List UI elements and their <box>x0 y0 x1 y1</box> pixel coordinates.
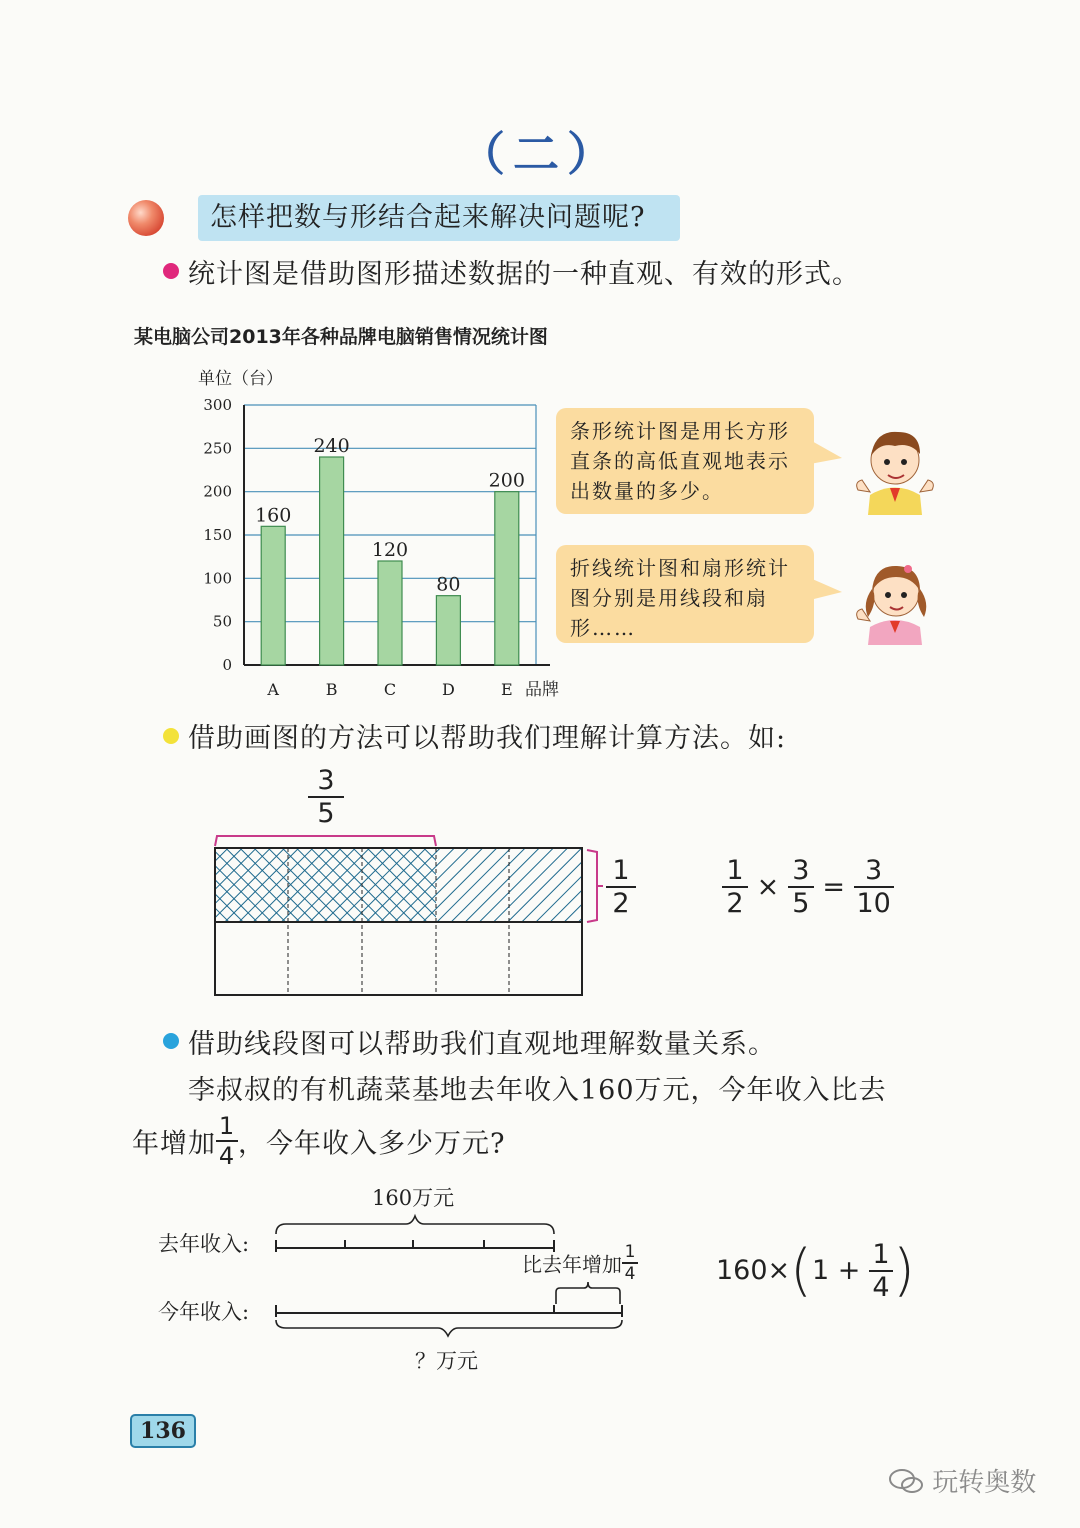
red-ball-icon <box>128 200 164 236</box>
left-paren: ( <box>790 1238 813 1303</box>
y-tick-label: 300 <box>203 396 232 414</box>
increase-text: 比去年增加 <box>522 1252 622 1277</box>
formula-prefix: 160× <box>716 1255 791 1286</box>
bar-E <box>495 492 519 665</box>
bar-C <box>378 561 402 665</box>
fraction-denominator: 5 <box>792 888 810 919</box>
data-label-D: 80 <box>436 573 461 596</box>
fraction-numerator: 3 <box>788 855 814 888</box>
x-axis-label: 品牌 <box>525 680 559 700</box>
right-paren: ) <box>893 1238 915 1303</box>
y-axis-label: 单位（台） <box>198 369 283 389</box>
boy-icon <box>850 420 940 515</box>
y-tick-label: 50 <box>212 612 232 631</box>
formula <box>716 1238 915 1308</box>
x-tick-labels <box>266 680 512 699</box>
speech-bubble-girl: 折线统计图和扇形统计图分别是用线段和扇形…… <box>556 545 814 643</box>
speech-bubble-boy: 条形统计图是用长方形直条的高低直观地表示出数量的多少。 <box>556 408 814 514</box>
bubble-tail-icon <box>810 440 850 470</box>
fraction-denominator: 5 <box>317 798 335 829</box>
bars <box>255 435 525 665</box>
problem-line-2 <box>132 1112 505 1172</box>
fraction-denominator: 4 <box>218 1142 236 1170</box>
total-label: 160万元 <box>372 1186 455 1210</box>
x-tick-label: A <box>267 680 279 699</box>
bar-B <box>320 457 344 665</box>
chart-title: 某电脑公司2013年各种品牌电脑销售情况统计图 <box>134 326 548 348</box>
fraction-numerator: 1 <box>869 1239 893 1272</box>
data-label-C: 120 <box>371 539 409 561</box>
equals-sign: = <box>822 871 846 903</box>
watermark-text: 玩转奥数 <box>932 1468 1037 1498</box>
unknown-label: ？万元 <box>415 1349 478 1373</box>
x-tick-label: D <box>441 680 455 699</box>
bullet-3-text: 借助线段图可以帮助我们直观地理解数量关系。 <box>188 1029 776 1060</box>
y-tick-label: 250 <box>203 439 232 458</box>
data-label-A: 160 <box>255 504 292 527</box>
data-label-E: 200 <box>488 469 525 492</box>
wechat-icon <box>888 1467 924 1495</box>
problem-text-after: ，今年收入多少万元? <box>238 1128 506 1160</box>
fraction-numerator: 3 <box>854 855 894 888</box>
multiplication-equation <box>722 855 894 919</box>
top-fraction <box>308 765 344 829</box>
y-tick-label: 200 <box>203 482 232 501</box>
this-year-label: 今年收入: <box>158 1300 250 1324</box>
fraction-numerator: 1 <box>216 1112 238 1142</box>
y-tick-label: 0 <box>222 656 232 674</box>
fraction-denominator: 2 <box>612 888 630 919</box>
x-tick-label: E <box>500 680 513 699</box>
fraction-denominator: 4 <box>624 1264 636 1284</box>
increase-label <box>522 1242 638 1284</box>
bar-D <box>436 596 460 665</box>
pink-bullet-icon <box>163 263 179 279</box>
formula-one: 1 + <box>812 1255 861 1286</box>
y-tick-labels <box>203 396 232 674</box>
fraction-denominator: 10 <box>856 888 891 919</box>
bubble-tail-icon <box>810 578 850 608</box>
area-model-diagram <box>205 828 605 1003</box>
watermark <box>888 1462 1036 1499</box>
section-title: （二） <box>459 127 621 181</box>
side-fraction <box>606 855 636 919</box>
girl-icon <box>850 555 940 645</box>
bullet-1-text: 统计图是借助图形描述数据的一种直观、有效的形式。 <box>188 259 860 290</box>
y-tick-label: 150 <box>203 526 232 544</box>
fraction-numerator: 3 <box>308 765 344 798</box>
fraction-denominator: 4 <box>872 1271 890 1303</box>
fraction-numerator: 1 <box>622 1242 638 1264</box>
bar-chart <box>150 360 580 705</box>
last-year-label: 去年收入: <box>158 1232 250 1256</box>
fraction-numerator: 1 <box>722 855 748 888</box>
page-number: 136 <box>130 1414 196 1448</box>
yellow-bullet-icon <box>163 728 179 744</box>
times-sign: × <box>756 871 780 903</box>
bar-A <box>261 526 285 665</box>
problem-line-1: 李叔叔的有机蔬菜基地去年收入160万元，今年收入比去 <box>188 1075 887 1106</box>
data-label-B: 240 <box>313 435 350 457</box>
question-box: 怎样把数与形结合起来解决问题呢? <box>198 195 680 241</box>
fraction-numerator: 1 <box>606 855 636 888</box>
blue-bullet-icon <box>163 1033 179 1049</box>
problem-text-before: 年增加 <box>132 1128 216 1160</box>
bullet-2-text: 借助画图的方法可以帮助我们理解计算方法。如: <box>188 723 787 754</box>
x-tick-label: B <box>325 680 338 699</box>
y-tick-label: 100 <box>203 569 232 588</box>
fraction-denominator: 2 <box>726 888 744 919</box>
x-tick-label: C <box>383 680 397 699</box>
